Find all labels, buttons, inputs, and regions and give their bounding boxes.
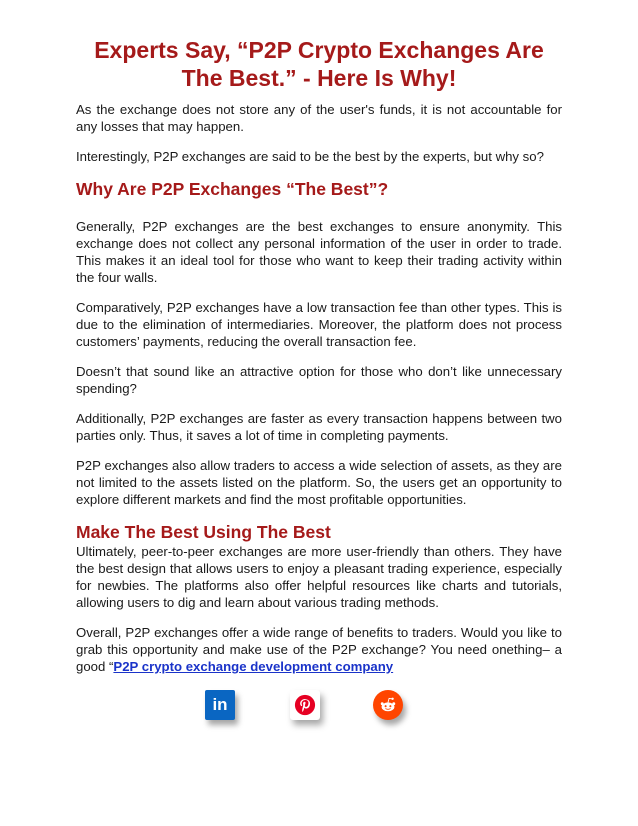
intro-paragraph-1: As the exchange does not store any of the user's funds, it is not accountable for any losses that may happen. <box>76 102 562 134</box>
pinterest-icon[interactable] <box>290 690 320 720</box>
section1-paragraph-3: Doesn’t that sound like an attractive option for those who don’t like unnecessary spending? <box>76 364 562 396</box>
reddit-icon[interactable] <box>373 690 403 720</box>
linkedin-icon[interactable] <box>205 690 235 720</box>
social-share-bar <box>0 688 638 748</box>
section-heading-why: Why Are P2P Exchanges “The Best”? <box>76 179 389 199</box>
page-title: Experts Say, “P2P Crypto Exchanges Are The Best.” - Here Is Why! <box>94 37 544 91</box>
closing-paragraph <box>76 624 562 675</box>
section-heading-make-best: Make The Best Using The Best <box>76 522 331 542</box>
pinterest-glyph <box>294 694 316 716</box>
section1-paragraph-1: Generally, P2P exchanges are the best exchanges to ensure anonymity. This exchange does not collect any personal information of the user in order to trade. This makes it an ideal tool for those who want to keep their trading activity within the four walls. <box>76 219 562 285</box>
section1-paragraph-5: P2P exchanges also allow traders to access a wide selection of assets, as they are not limited to the assets listed on the platform. So, the users get an opportunity to explore different markets and find the most profitable opportunities. <box>76 458 562 507</box>
section2-paragraph-1: Ultimately, peer-to-peer exchanges are more user-friendly than others. They have the best design that allows users to enjoy a pleasant trading experience, especially for newbies. The platforms also offer helpful resources like charts and tutorials, allowing users to dig and learn about various trading methods. <box>76 544 562 610</box>
article <box>76 36 562 675</box>
company-link[interactable]: P2P crypto exchange development company <box>113 659 394 674</box>
section1-paragraph-2: Comparatively, P2P exchanges have a low transaction fee than other types. This is due to the elimination of intermediaries. Moreover, the platform does not process customers’ payments, reducing the overall transaction fee. <box>76 300 562 349</box>
intro-paragraph-2: Interestingly, P2P exchanges are said to be the best by the experts, but why so? <box>76 149 544 164</box>
linkedin-label: in <box>212 695 228 714</box>
closing-text: Overall, P2P exchanges offer a wide range of benefits to traders. Would you like to grab this opportunity and make use of the P2P exchange? You need onething– a good “ <box>76 625 562 674</box>
section1-paragraph-4: Additionally, P2P exchanges are faster as every transaction happens between two parties only. Thus, it saves a lot of time in completing payments. <box>76 411 562 443</box>
reddit-glyph <box>377 694 399 716</box>
